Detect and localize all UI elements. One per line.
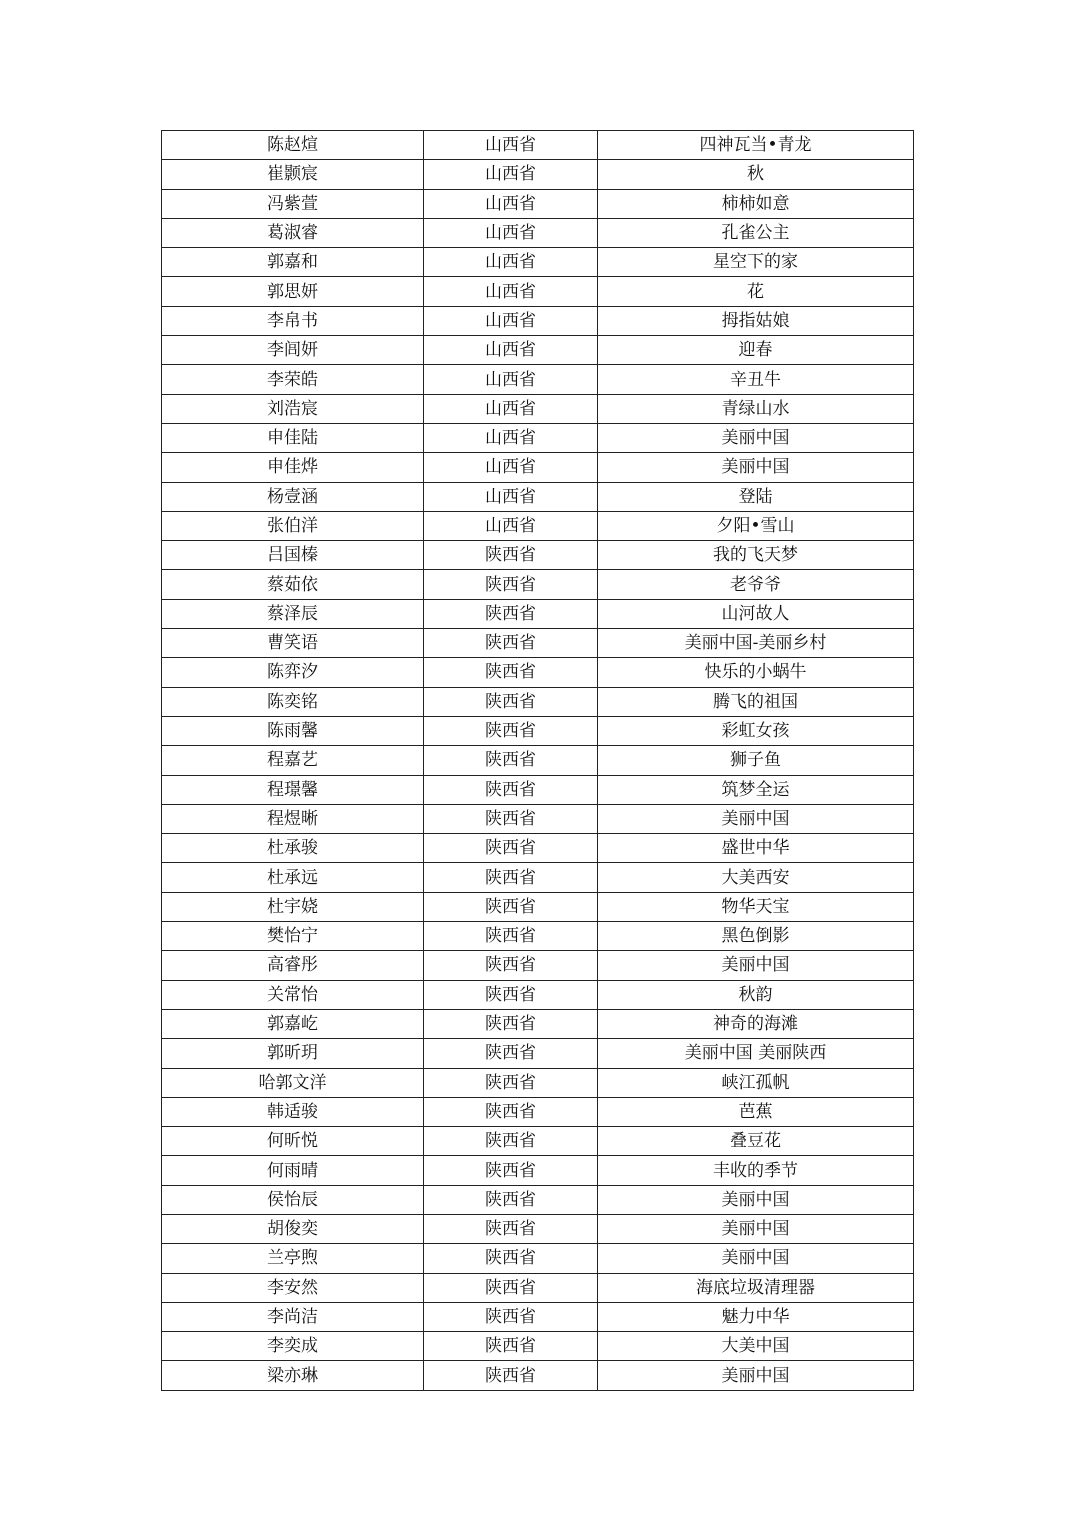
work-title-cell: 叠豆花 — [598, 1127, 914, 1156]
province-cell: 陕西省 — [424, 716, 598, 745]
name-cell: 关常怡 — [162, 980, 424, 1009]
table-row — [162, 1009, 914, 1038]
work-title-cell: 狮子鱼 — [598, 746, 914, 775]
table-row — [162, 863, 914, 892]
name-cell: 李安然 — [162, 1273, 424, 1302]
table-row — [162, 160, 914, 189]
work-title-cell: 花 — [598, 277, 914, 306]
province-cell: 山西省 — [424, 248, 598, 277]
roster-table-body — [162, 131, 914, 1391]
province-cell: 陕西省 — [424, 1097, 598, 1126]
table-row — [162, 541, 914, 570]
work-title-cell: 美丽中国 — [598, 1244, 914, 1273]
work-title-cell: 美丽中国 — [598, 1361, 914, 1390]
work-title-cell: 美丽中国 — [598, 1214, 914, 1243]
table-row — [162, 365, 914, 394]
table-row — [162, 482, 914, 511]
province-cell: 陕西省 — [424, 980, 598, 1009]
name-cell: 刘浩宸 — [162, 394, 424, 423]
work-title-cell: 黑色倒影 — [598, 922, 914, 951]
name-cell: 李尚洁 — [162, 1302, 424, 1331]
work-title-cell: 美丽中国 — [598, 804, 914, 833]
table-row — [162, 423, 914, 452]
province-cell: 陕西省 — [424, 1214, 598, 1243]
name-cell: 李荣皓 — [162, 365, 424, 394]
work-title-cell: 物华天宝 — [598, 892, 914, 921]
province-cell: 陕西省 — [424, 1185, 598, 1214]
name-cell: 侯怡辰 — [162, 1185, 424, 1214]
work-title-cell: 快乐的小蜗牛 — [598, 658, 914, 687]
table-row — [162, 1302, 914, 1331]
table-row — [162, 218, 914, 247]
table-row — [162, 189, 914, 218]
name-cell: 杜承远 — [162, 863, 424, 892]
name-cell: 陈雨馨 — [162, 716, 424, 745]
province-cell: 陕西省 — [424, 892, 598, 921]
province-cell: 陕西省 — [424, 863, 598, 892]
table-row — [162, 277, 914, 306]
province-cell: 陕西省 — [424, 629, 598, 658]
work-title-cell: 魅力中华 — [598, 1302, 914, 1331]
name-cell: 樊怡宁 — [162, 922, 424, 951]
work-title-cell: 大美中国 — [598, 1332, 914, 1361]
work-title-cell: 美丽中国 美丽陕西 — [598, 1039, 914, 1068]
province-cell: 陕西省 — [424, 834, 598, 863]
table-row — [162, 394, 914, 423]
name-cell: 高睿彤 — [162, 951, 424, 980]
work-title-cell: 筑梦全运 — [598, 775, 914, 804]
name-cell: 杜承骏 — [162, 834, 424, 863]
name-cell: 蔡泽辰 — [162, 599, 424, 628]
work-title-cell: 秋韵 — [598, 980, 914, 1009]
province-cell: 陕西省 — [424, 1332, 598, 1361]
province-cell: 陕西省 — [424, 1273, 598, 1302]
province-cell: 陕西省 — [424, 1068, 598, 1097]
table-row — [162, 804, 914, 833]
name-cell: 杨壹涵 — [162, 482, 424, 511]
work-title-cell: 丰收的季节 — [598, 1156, 914, 1185]
province-cell: 陕西省 — [424, 599, 598, 628]
name-cell: 李闾妍 — [162, 336, 424, 365]
work-title-cell: 美丽中国 — [598, 453, 914, 482]
table-row — [162, 131, 914, 160]
name-cell: 陈奕铭 — [162, 687, 424, 716]
name-cell: 兰亭煦 — [162, 1244, 424, 1273]
work-title-cell: 神奇的海滩 — [598, 1009, 914, 1038]
name-cell: 葛淑睿 — [162, 218, 424, 247]
table-row — [162, 834, 914, 863]
province-cell: 山西省 — [424, 160, 598, 189]
province-cell: 陕西省 — [424, 1039, 598, 1068]
roster-table — [161, 130, 914, 1391]
name-cell: 郭思妍 — [162, 277, 424, 306]
name-cell: 哈郭文洋 — [162, 1068, 424, 1097]
table-row — [162, 306, 914, 335]
name-cell: 梁亦琳 — [162, 1361, 424, 1390]
table-row — [162, 248, 914, 277]
table-row — [162, 922, 914, 951]
province-cell: 山西省 — [424, 482, 598, 511]
province-cell: 山西省 — [424, 218, 598, 247]
table-row — [162, 511, 914, 540]
province-cell: 陕西省 — [424, 804, 598, 833]
table-row — [162, 775, 914, 804]
work-title-cell: 迎春 — [598, 336, 914, 365]
table-row — [162, 1068, 914, 1097]
table-row — [162, 1127, 914, 1156]
work-title-cell: 美丽中国 — [598, 1185, 914, 1214]
work-title-cell: 夕阳•雪山 — [598, 511, 914, 540]
table-row — [162, 716, 914, 745]
name-cell: 曹笑语 — [162, 629, 424, 658]
work-title-cell: 腾飞的祖国 — [598, 687, 914, 716]
work-title-cell: 大美西安 — [598, 863, 914, 892]
table-row — [162, 1332, 914, 1361]
name-cell: 吕国榛 — [162, 541, 424, 570]
province-cell: 陕西省 — [424, 1009, 598, 1038]
table-row — [162, 570, 914, 599]
province-cell: 山西省 — [424, 365, 598, 394]
table-row — [162, 1214, 914, 1243]
province-cell: 山西省 — [424, 306, 598, 335]
province-cell: 山西省 — [424, 423, 598, 452]
province-cell: 陕西省 — [424, 541, 598, 570]
name-cell: 杜宇娆 — [162, 892, 424, 921]
table-row — [162, 658, 914, 687]
province-cell: 陕西省 — [424, 922, 598, 951]
province-cell: 陕西省 — [424, 658, 598, 687]
table-row — [162, 951, 914, 980]
work-title-cell: 老爷爷 — [598, 570, 914, 599]
work-title-cell: 辛丑牛 — [598, 365, 914, 394]
province-cell: 山西省 — [424, 336, 598, 365]
work-title-cell: 青绿山水 — [598, 394, 914, 423]
name-cell: 李帛书 — [162, 306, 424, 335]
province-cell: 山西省 — [424, 453, 598, 482]
work-title-cell: 山河故人 — [598, 599, 914, 628]
name-cell: 陈赵煊 — [162, 131, 424, 160]
work-title-cell: 盛世中华 — [598, 834, 914, 863]
work-title-cell: 登陆 — [598, 482, 914, 511]
name-cell: 郭嘉和 — [162, 248, 424, 277]
province-cell: 陕西省 — [424, 570, 598, 599]
name-cell: 申佳陆 — [162, 423, 424, 452]
table-row — [162, 1039, 914, 1068]
table-row — [162, 687, 914, 716]
province-cell: 陕西省 — [424, 775, 598, 804]
table-row — [162, 1156, 914, 1185]
work-title-cell: 彩虹女孩 — [598, 716, 914, 745]
name-cell: 胡俊奕 — [162, 1214, 424, 1243]
name-cell: 程煜晰 — [162, 804, 424, 833]
province-cell: 陕西省 — [424, 1156, 598, 1185]
province-cell: 山西省 — [424, 511, 598, 540]
name-cell: 申佳烨 — [162, 453, 424, 482]
province-cell: 山西省 — [424, 189, 598, 218]
work-title-cell: 四神瓦当•青龙 — [598, 131, 914, 160]
name-cell: 郭昕玥 — [162, 1039, 424, 1068]
work-title-cell: 海底垃圾清理器 — [598, 1273, 914, 1302]
province-cell: 陕西省 — [424, 951, 598, 980]
province-cell: 山西省 — [424, 131, 598, 160]
province-cell: 陕西省 — [424, 1302, 598, 1331]
table-row — [162, 599, 914, 628]
name-cell: 张伯洋 — [162, 511, 424, 540]
table-row — [162, 1185, 914, 1214]
table-row — [162, 453, 914, 482]
province-cell: 陕西省 — [424, 746, 598, 775]
name-cell: 冯紫萱 — [162, 189, 424, 218]
table-row — [162, 980, 914, 1009]
name-cell: 程璟馨 — [162, 775, 424, 804]
table-row — [162, 1273, 914, 1302]
name-cell: 崔颢宸 — [162, 160, 424, 189]
work-title-cell: 芭蕉 — [598, 1097, 914, 1126]
province-cell: 山西省 — [424, 394, 598, 423]
province-cell: 陕西省 — [424, 1361, 598, 1390]
name-cell: 陈弈汐 — [162, 658, 424, 687]
work-title-cell: 拇指姑娘 — [598, 306, 914, 335]
work-title-cell: 我的飞天梦 — [598, 541, 914, 570]
name-cell: 李奕成 — [162, 1332, 424, 1361]
work-title-cell: 美丽中国 — [598, 423, 914, 452]
province-cell: 陕西省 — [424, 1244, 598, 1273]
province-cell: 山西省 — [424, 277, 598, 306]
work-title-cell: 孔雀公主 — [598, 218, 914, 247]
table-row — [162, 629, 914, 658]
table-row — [162, 1097, 914, 1126]
table-row — [162, 336, 914, 365]
province-cell: 陕西省 — [424, 687, 598, 716]
table-row — [162, 892, 914, 921]
name-cell: 韩适骏 — [162, 1097, 424, 1126]
work-title-cell: 秋 — [598, 160, 914, 189]
table-row — [162, 1361, 914, 1390]
work-title-cell: 星空下的家 — [598, 248, 914, 277]
name-cell: 何雨晴 — [162, 1156, 424, 1185]
name-cell: 程嘉艺 — [162, 746, 424, 775]
province-cell: 陕西省 — [424, 1127, 598, 1156]
work-title-cell: 美丽中国 — [598, 951, 914, 980]
table-row — [162, 1244, 914, 1273]
name-cell: 何昕悦 — [162, 1127, 424, 1156]
table-row — [162, 746, 914, 775]
work-title-cell: 美丽中国-美丽乡村 — [598, 629, 914, 658]
name-cell: 蔡茹依 — [162, 570, 424, 599]
name-cell: 郭嘉屹 — [162, 1009, 424, 1038]
work-title-cell: 柿柿如意 — [598, 189, 914, 218]
work-title-cell: 峡江孤帆 — [598, 1068, 914, 1097]
